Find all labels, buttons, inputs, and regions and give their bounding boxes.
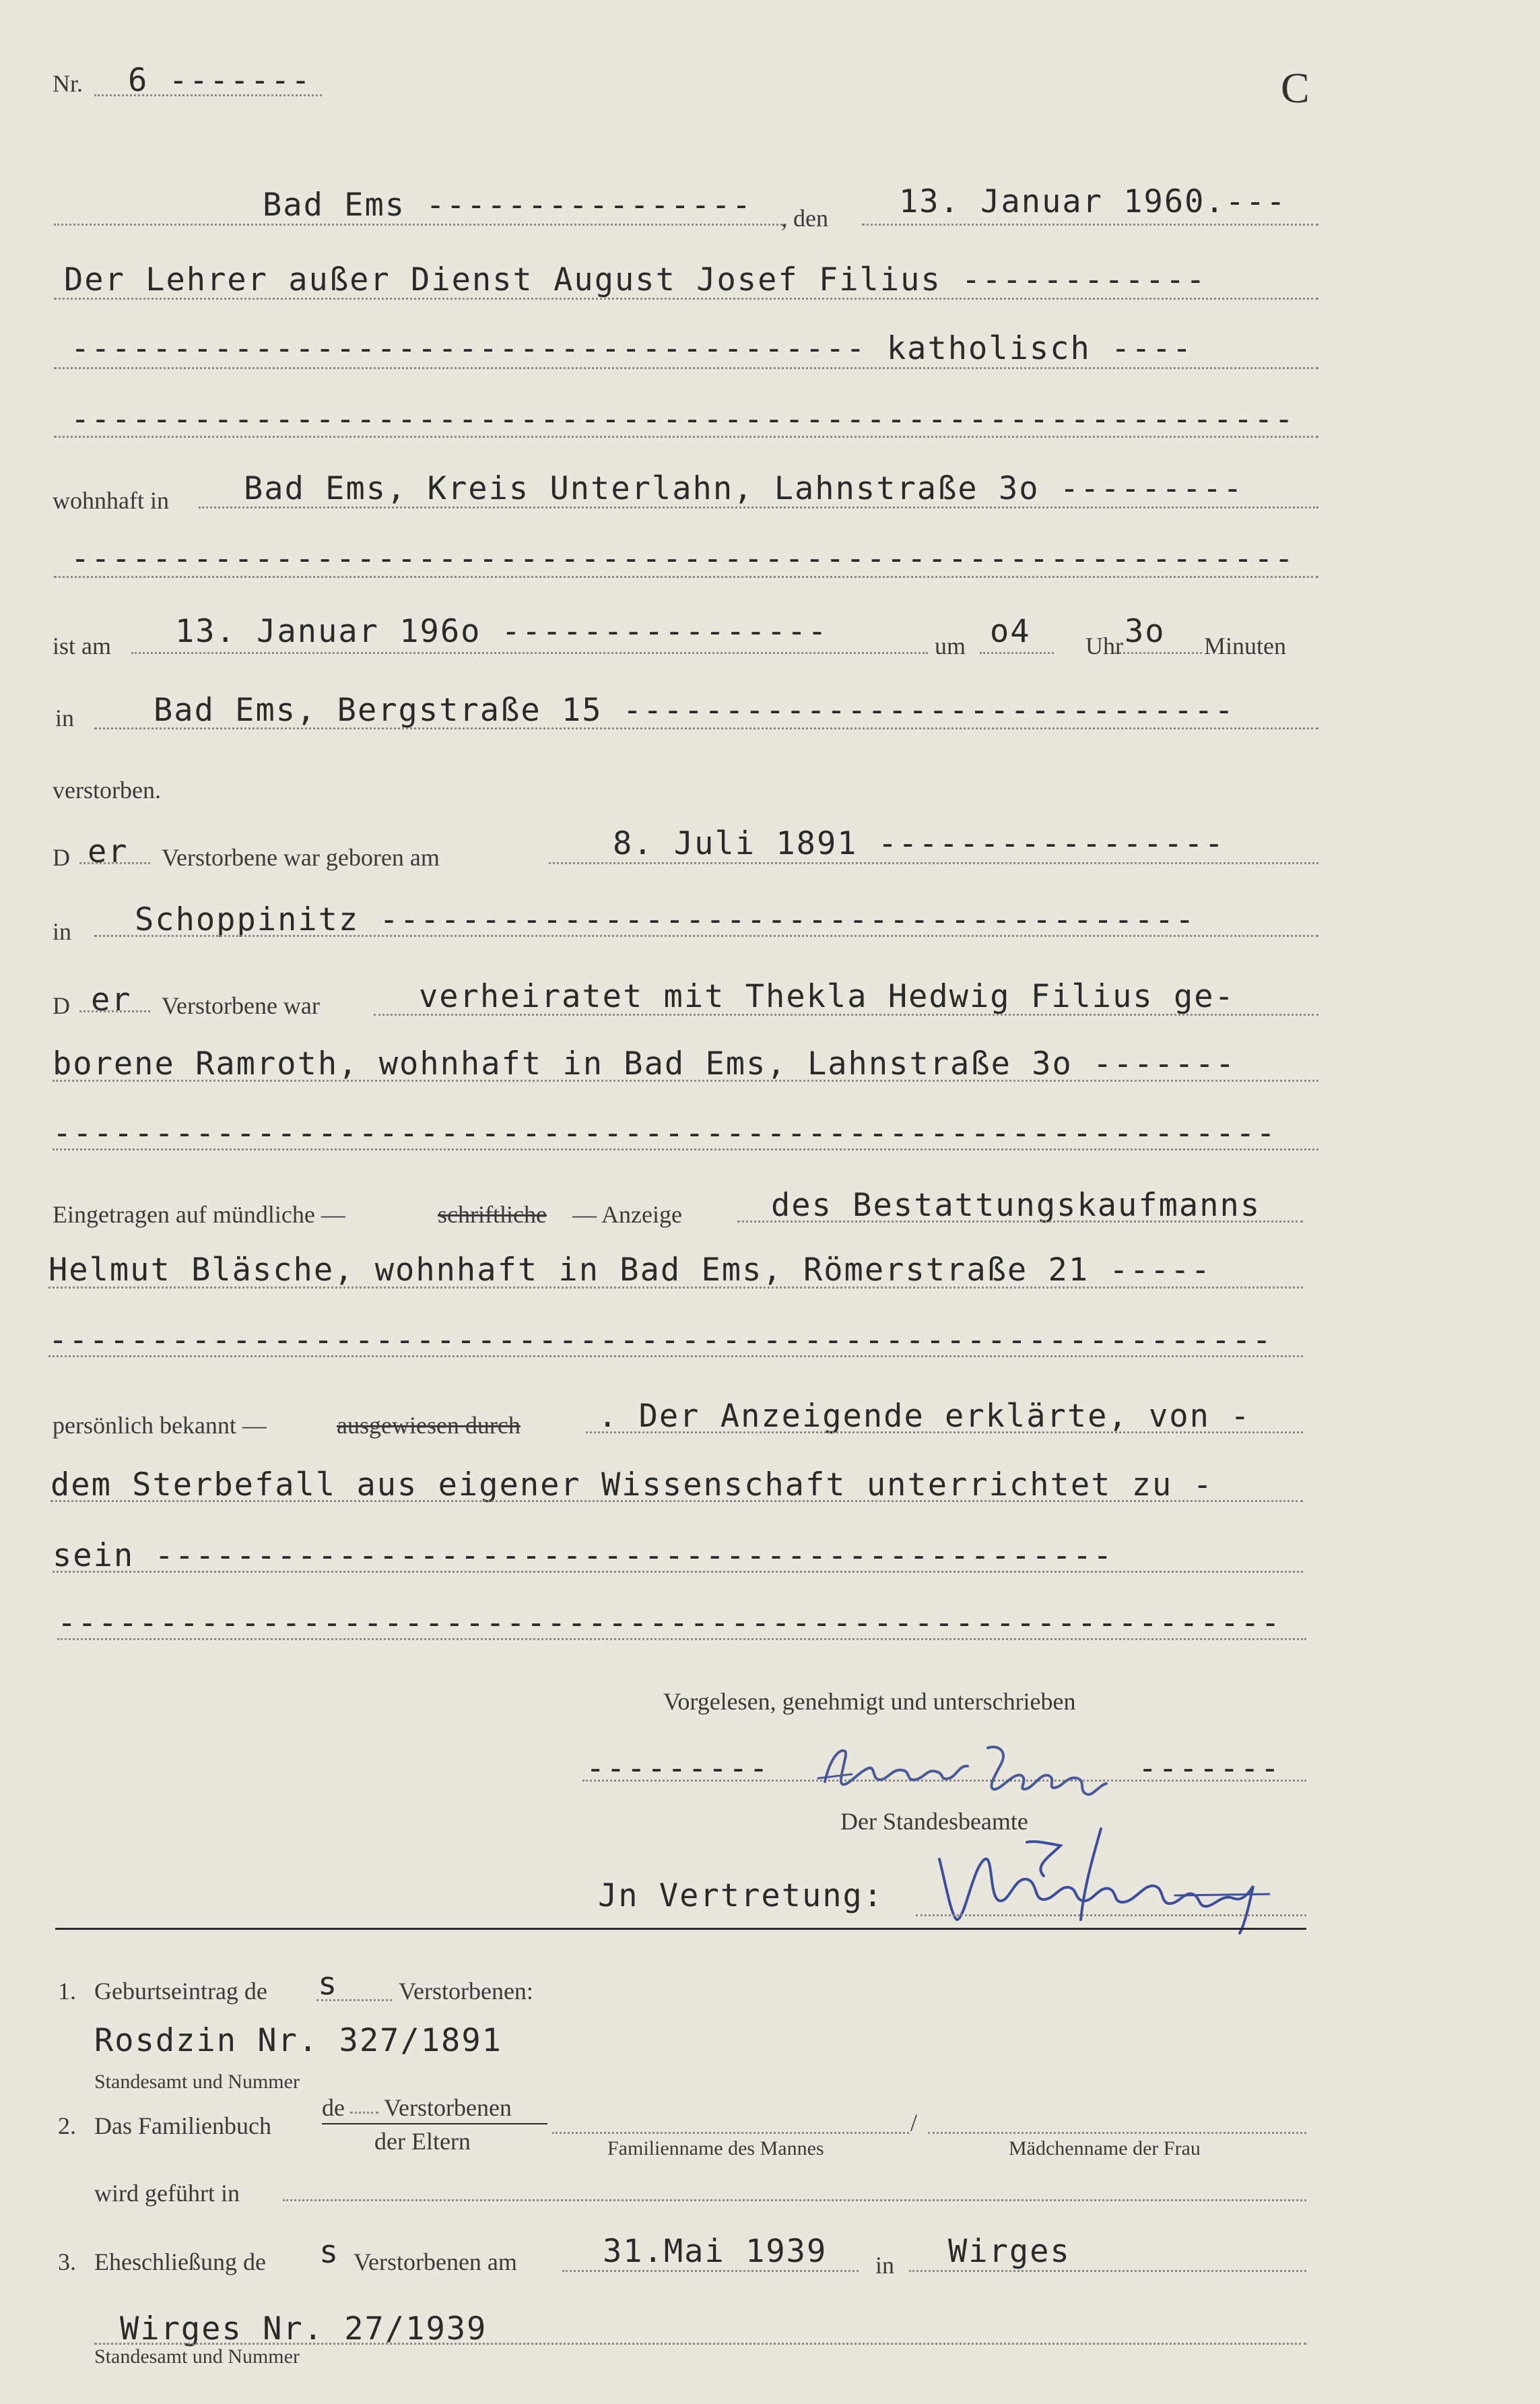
note-1-label: Geburtseintrag de: [94, 1978, 267, 2005]
read-approved-label: Vorgelesen, genehmigt und unterschrieben: [663, 1688, 1076, 1715]
note-2-kept-rule: [283, 2199, 1306, 2201]
section-divider: [55, 1928, 1306, 1930]
note-3-number: 3.: [58, 2248, 76, 2275]
person-line-1: Der Lehrer außer Dienst August Josef Filius ------------: [64, 261, 1207, 298]
known-label: persönlich bekannt —: [53, 1412, 267, 1439]
birth-place-rule: [94, 935, 1318, 937]
note-3-in-label: in: [875, 2252, 895, 2279]
person-line-3: ------------------------------------------------------------: [71, 401, 1295, 438]
statement-line-2: dem Sterbefall aus eigener Wissenschaft unterrichtet zu -: [51, 1466, 1213, 1503]
note-1-caption: Standesamt und Nummer: [94, 2071, 300, 2093]
sig-dashes-right: -------: [1138, 1750, 1281, 1787]
note-2-fraction-line: [322, 2123, 547, 2124]
marital-er-rule: [79, 1010, 150, 1012]
statement-line-3-rule: [53, 1571, 1303, 1573]
informant-line-2-rule: [48, 1287, 1303, 1289]
birth-er: er: [88, 833, 129, 870]
sig-dashes-left: ---------: [586, 1750, 770, 1787]
note-3-date: 31.Mai 1939: [603, 2233, 828, 2270]
person-line-3-rule: [54, 436, 1318, 438]
statement-line-3: sein -----------------------------------------------: [53, 1537, 1114, 1574]
person-line-2-rule: [54, 367, 1318, 369]
note-1-suffix: s: [318, 1966, 339, 2003]
birth-place: Schoppinitz ----------------------------------------: [135, 901, 1196, 938]
registered-struck: schriftliche: [438, 1201, 547, 1228]
death-place: Bad Ems, Bergstraße 15 ------------------------------: [154, 692, 1235, 729]
residence: Bad Ems, Kreis Unterlahn, Lahnstraße 3o ---------: [244, 470, 1244, 507]
informant-signature: [811, 1731, 1121, 1805]
marital-er: er: [91, 981, 132, 1018]
birth-in-label: in: [53, 918, 72, 945]
note-1-value: Rosdzin Nr. 327/1891: [94, 2022, 502, 2059]
registered-label-2: — Anzeige: [572, 1201, 682, 1228]
statement-line-1-rule: [586, 1431, 1303, 1433]
informant-line-1-rule: [737, 1221, 1303, 1223]
person-line-1-rule: [54, 298, 1318, 300]
record-date: 13. Januar 1960.---: [899, 183, 1287, 220]
note-3-caption: Standesamt und Nummer: [94, 2345, 300, 2368]
note-2-wife-rule: [928, 2132, 1306, 2134]
note-3-place-rule: [909, 2270, 1306, 2272]
place: Bad Ems ----------------: [263, 187, 753, 224]
residence-cont-rule: [54, 576, 1318, 578]
note-1-label-2: Verstorbenen:: [399, 1978, 533, 2005]
informant-line-3-rule: [48, 1355, 1303, 1357]
registrar-label: Der Standesbeamte: [840, 1808, 1028, 1835]
note-2-number: 2.: [58, 2112, 76, 2139]
nr-label: Nr.: [53, 70, 83, 97]
birth-er-rule: [79, 862, 150, 864]
note-2-caption-husband: Familienname des Mannes: [607, 2137, 824, 2159]
note-2-label: Das Familienbuch: [94, 2112, 271, 2139]
marital-line-1-rule: [374, 1014, 1318, 1016]
residence-cont: ------------------------------------------------------------: [71, 540, 1295, 577]
deputy-label: Jn Vertretung:: [598, 1877, 884, 1914]
marital-line-2: borene Ramroth, wohnhaft in Bad Ems, Lahnstraße 3o -------: [53, 1045, 1236, 1082]
note-3-label-2: Verstorbenen am: [354, 2248, 517, 2275]
registrar-signature: [933, 1819, 1283, 1940]
marital-label: Verstorbene war: [162, 992, 320, 1019]
informant-line-1: des Bestattungskaufmanns: [771, 1187, 1261, 1224]
marital-d-label: D: [53, 992, 70, 1019]
birth-d-label: D: [53, 844, 70, 871]
minuten-label: Minuten: [1204, 632, 1286, 659]
nr-value: 6 -------: [128, 62, 312, 99]
note-3-label: Eheschließung de: [94, 2248, 266, 2275]
note-2-deceased: Verstorbenen: [384, 2094, 512, 2121]
informant-line-3: ------------------------------------------------------------: [48, 1322, 1273, 1359]
note-1-suffix-rule: [316, 1999, 392, 2001]
in-label: in: [55, 705, 75, 732]
register-letter: C: [1281, 64, 1310, 112]
note-3-place: Wirges: [948, 2233, 1071, 2270]
death-date: 13. Januar 196o ----------------: [175, 613, 828, 650]
note-3-value: Wirges Nr. 27/1939: [120, 2310, 488, 2347]
note-2-slash: /: [910, 2109, 918, 2136]
residence-rule: [199, 507, 1318, 509]
marital-line-3-rule: [53, 1148, 1318, 1150]
hour-rule: [980, 652, 1054, 654]
birth-label: Verstorbene war geboren am: [162, 844, 440, 871]
birth-date: 8. Juli 1891 -----------------: [613, 825, 1225, 862]
wohnhaft-label: wohnhaft in: [53, 487, 169, 514]
note-3-date-rule: [562, 2270, 859, 2272]
registered-label: Eingetragen auf mündliche —: [53, 1201, 345, 1228]
note-2-parents: der Eltern: [374, 2128, 471, 2155]
note-1-number: 1.: [58, 1978, 76, 2005]
note-2-kept-label: wird geführt in: [94, 2180, 240, 2207]
statement-line-1: . Der Anzeigende erklärte, von -: [598, 1398, 1251, 1435]
note-2-de: de: [322, 2094, 345, 2121]
statement-line-4: ------------------------------------------------------------: [57, 1604, 1281, 1642]
death-hour: o4: [990, 613, 1031, 650]
verstorben-label: verstorben.: [53, 777, 161, 804]
note-2-caption-wife: Mädchenname der Frau: [1009, 2137, 1201, 2159]
death-minute: 3o: [1125, 613, 1166, 650]
death-place-rule: [94, 727, 1318, 729]
date-line: [862, 224, 1318, 226]
person-line-2: --------------------------------------- katholisch ----: [71, 330, 1193, 367]
known-struck: ausgewiesen durch: [337, 1412, 521, 1439]
marital-line-1: verheiratet mit Thekla Hedwig Filius ge-: [419, 978, 1235, 1015]
marital-line-3: ------------------------------------------------------------: [53, 1115, 1277, 1152]
uhr-label: Uhr: [1085, 632, 1123, 659]
note-3-value-rule: [94, 2343, 1306, 2345]
ist-am-label: ist am: [53, 632, 111, 659]
minute-rule: [1114, 652, 1202, 654]
statement-line-2-rule: [51, 1500, 1303, 1502]
note-3-suffix: s: [319, 2234, 340, 2271]
place-line: [54, 224, 786, 226]
nr-dotted-line: [94, 94, 322, 96]
den-label: , den: [781, 205, 828, 232]
marital-line-2-rule: [53, 1080, 1318, 1082]
note-2-husband-rule: [552, 2132, 909, 2134]
birth-date-rule: [549, 862, 1318, 864]
um-label: um: [935, 632, 966, 659]
death-date-rule: [131, 652, 928, 654]
statement-line-4-rule: [57, 1638, 1306, 1640]
note-2-de-rule: [350, 2112, 378, 2114]
registrar-signature-rule: [916, 1914, 1306, 1916]
informant-line-2: Helmut Bläsche, wohnhaft in Bad Ems, Römerstraße 21 -----: [48, 1252, 1211, 1289]
